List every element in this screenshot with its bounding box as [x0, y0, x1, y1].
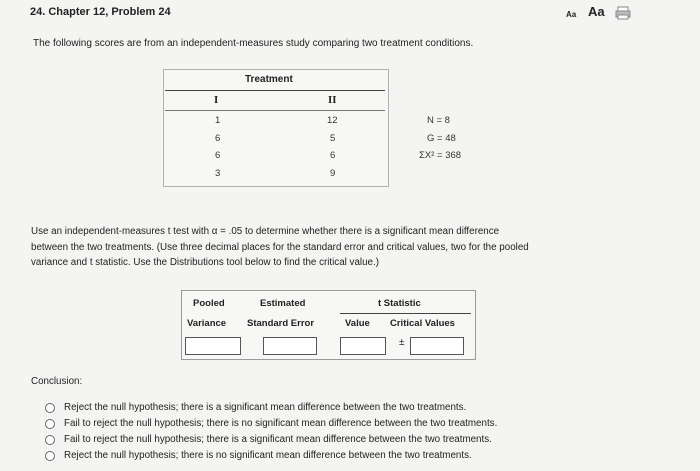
pooled-header-bottom: Variance — [187, 318, 227, 329]
stat-sum-x-squared: ΣX² = 368 — [419, 150, 462, 161]
table-cell: 1 — [215, 115, 221, 126]
divider — [340, 313, 471, 314]
conclusion-option[interactable] — [45, 418, 497, 429]
t-value-input[interactable] — [340, 337, 386, 355]
critical-values-header: Critical Values — [390, 318, 455, 329]
instruction-line: Use an independent-measures t test with α = .05 to determine whether there is a significant mean difference — [31, 226, 500, 237]
estimated-header-top: Estimated — [260, 298, 306, 309]
table-cell: 3 — [215, 168, 221, 179]
divider — [165, 110, 385, 111]
plus-minus-symbol: ± — [399, 337, 405, 348]
option-label: Fail to reject the null hypothesis; there is no significant mean difference between the two treatments. — [64, 418, 498, 429]
radio-button[interactable] — [45, 403, 55, 413]
option-label: Fail to reject the null hypothesis; there is a significant mean difference between the two treatments. — [64, 434, 492, 445]
instruction-line: between the two treatments. (Use three decimal places for the standard error and critical values, two for the pooled — [31, 241, 529, 253]
stat-g: G = 48 — [427, 133, 456, 144]
stat-n: N = 8 — [427, 115, 450, 126]
treatment-header: Treatment — [245, 74, 293, 85]
option-label: Reject the null hypothesis; there is no significant mean difference between the two treatments. — [64, 450, 472, 461]
table-cell: 6 — [330, 150, 336, 161]
pooled-header-top: Pooled — [193, 298, 225, 309]
data-table — [163, 69, 389, 187]
radio-button[interactable] — [45, 419, 55, 429]
col-header-2: II — [328, 96, 337, 106]
table-cell: 6 — [215, 150, 221, 161]
problem-title: 24. Chapter 12, Problem 24 — [30, 6, 171, 18]
conclusion-option[interactable] — [45, 450, 472, 461]
table-cell: 6 — [215, 133, 221, 144]
standard-error-input[interactable] — [263, 337, 317, 355]
critical-value-input[interactable] — [410, 337, 464, 355]
intro-text: The following scores are from an independent-measures study comparing two treatment conditions. — [33, 38, 474, 49]
instruction-line: variance and t statistic. Use the Distributions tool below to find the critical value.) — [31, 257, 379, 268]
instructions — [31, 224, 631, 271]
col-header-1: I — [214, 96, 219, 106]
conclusion-option[interactable] — [45, 434, 492, 445]
pooled-variance-input[interactable] — [185, 337, 241, 355]
table-cell: 9 — [330, 168, 336, 179]
print-icon[interactable] — [615, 6, 631, 20]
table-cell: 5 — [330, 133, 336, 144]
t-statistic-header: t Statistic — [378, 298, 421, 309]
font-increase-button[interactable]: Aa — [588, 4, 605, 19]
table-cell: 12 — [327, 115, 338, 126]
font-decrease-button[interactable]: Aa — [566, 10, 577, 19]
radio-button[interactable] — [45, 451, 55, 461]
divider — [165, 90, 385, 91]
conclusion-option[interactable] — [45, 402, 466, 413]
radio-button[interactable] — [45, 435, 55, 445]
option-label: Reject the null hypothesis; there is a significant mean difference between the two treatments. — [64, 402, 467, 413]
estimated-header-bottom: Standard Error — [247, 318, 315, 329]
value-header: Value — [345, 318, 370, 329]
conclusion-label: Conclusion: — [31, 376, 83, 387]
